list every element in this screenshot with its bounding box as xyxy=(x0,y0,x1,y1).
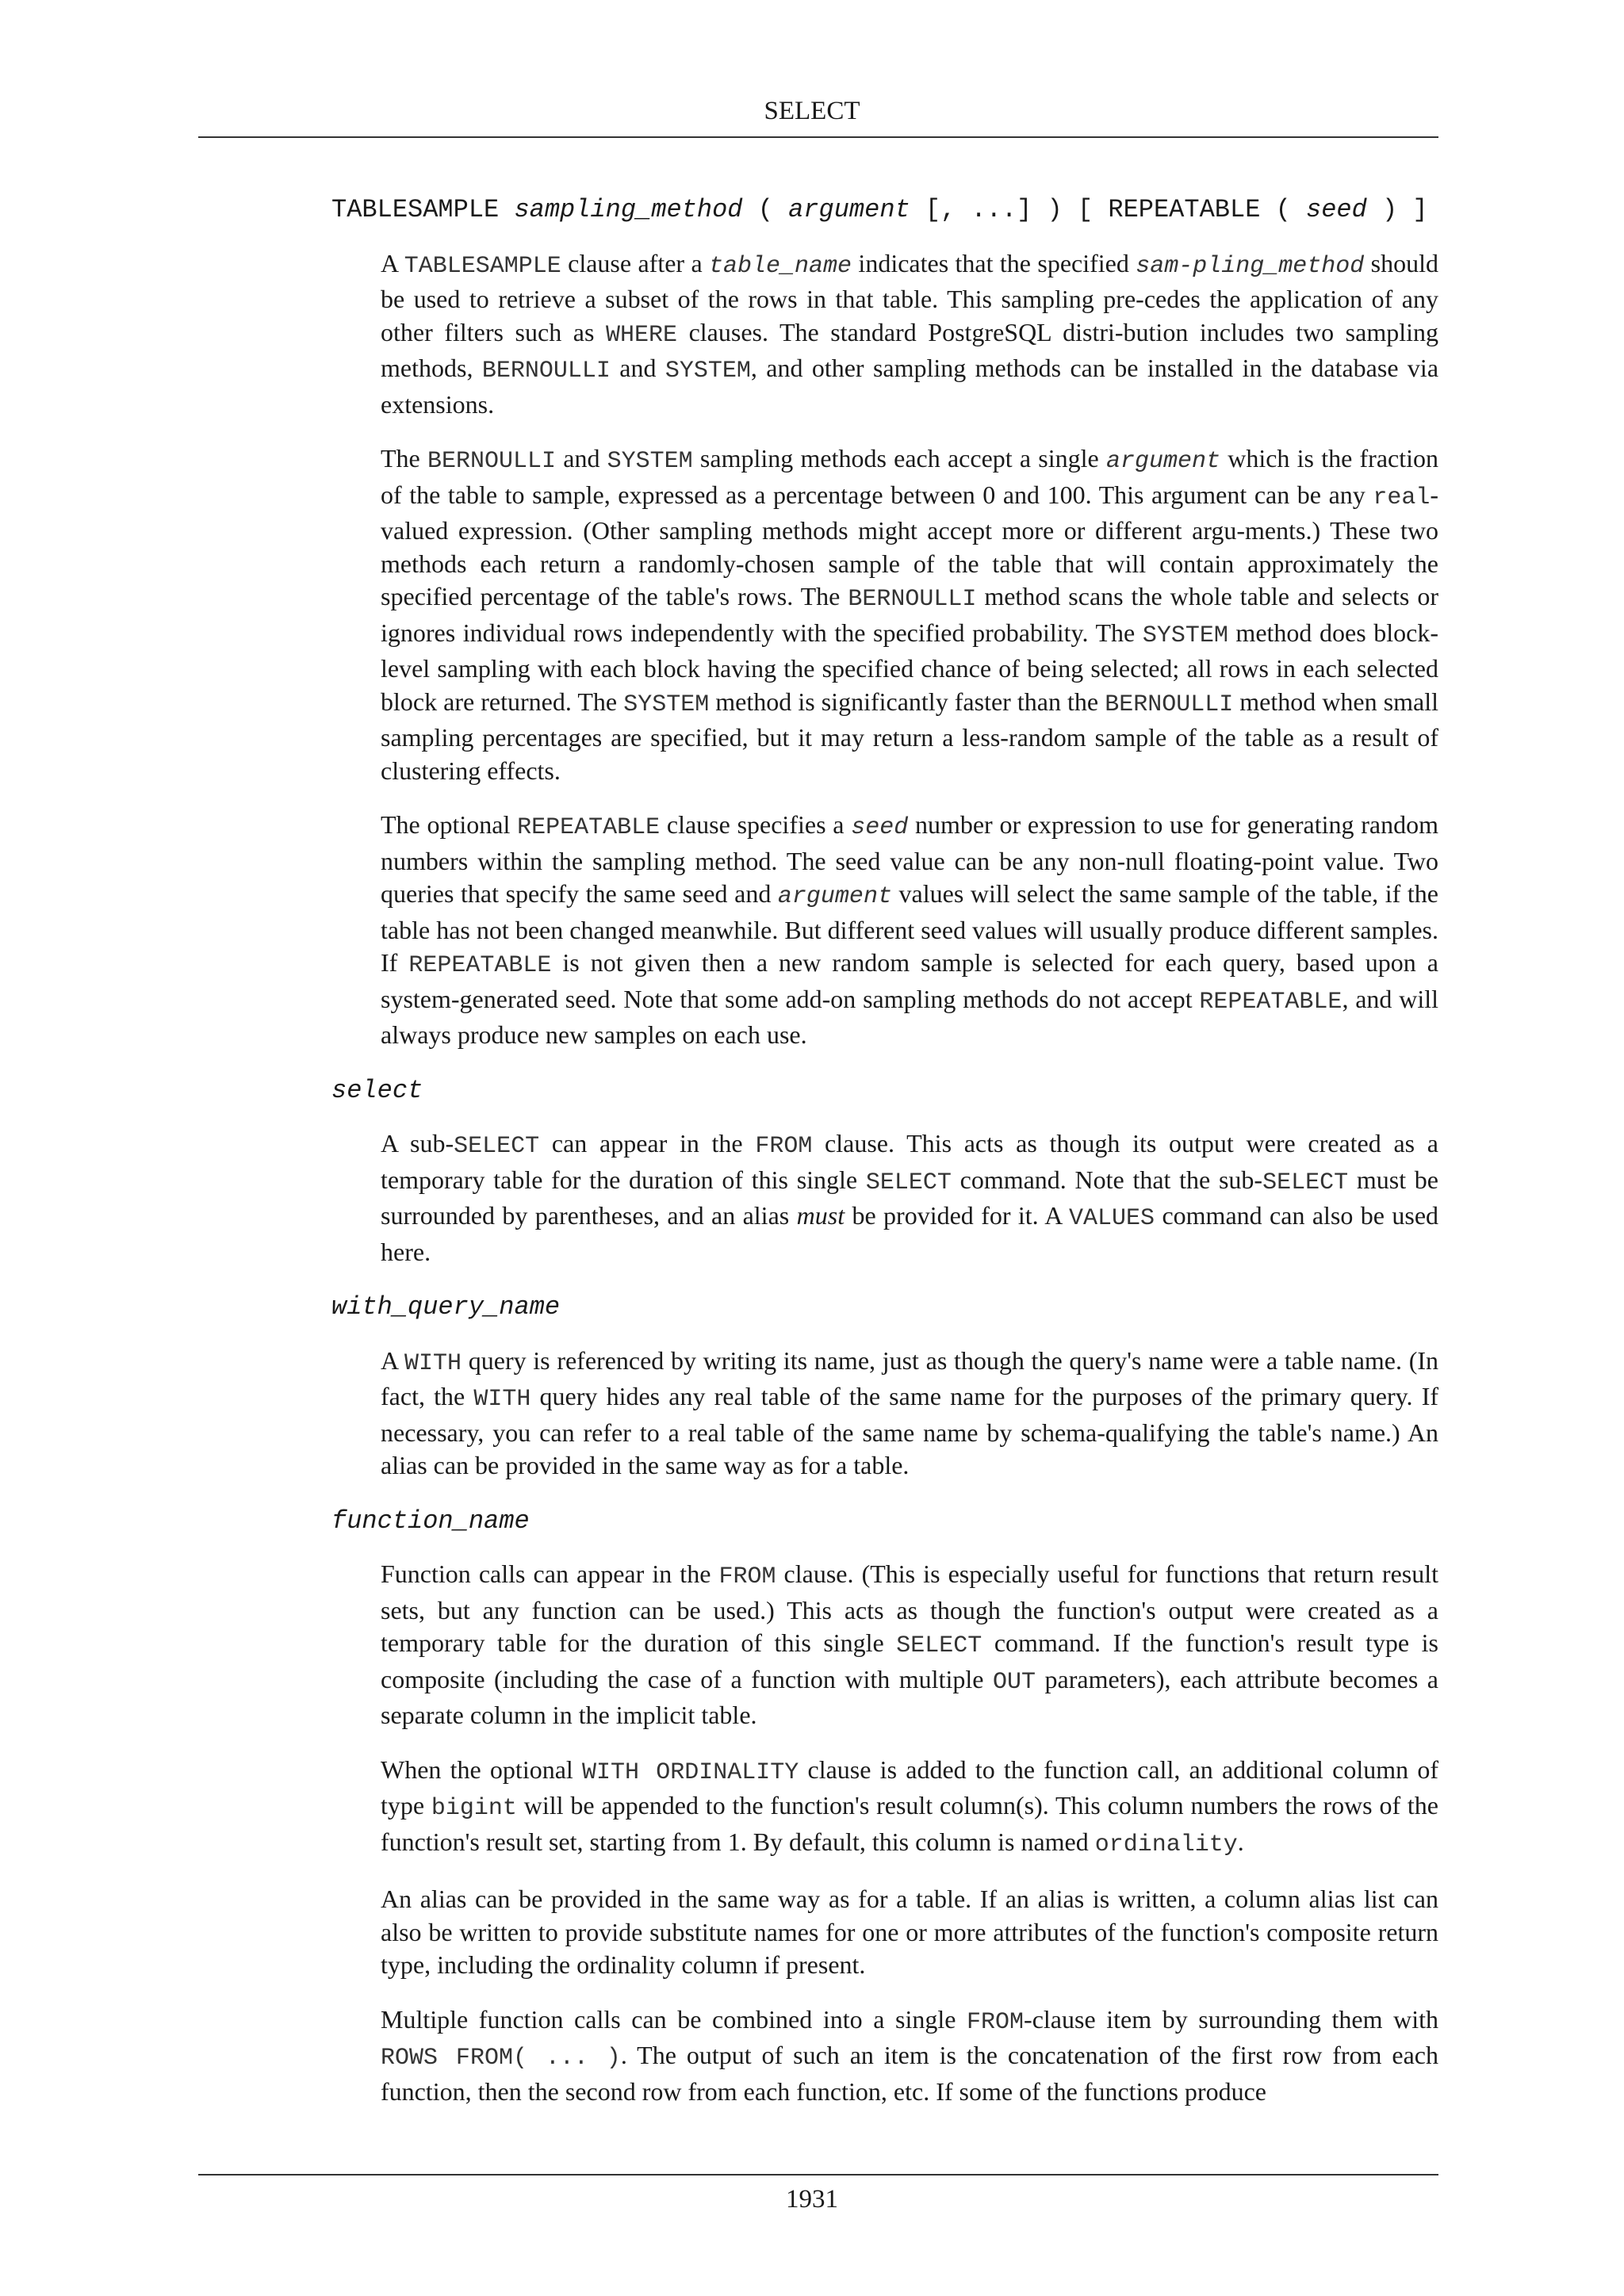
paragraph: The optional REPEATABLE clause specifies a seed number or expression to use for generating random numbers within the sampling method. The seed value can be any non-null floating-point value. Two queries that specify the same seed and argument values will select the same sample of the table, if the table has not been changed meanwhile. But different seed values will usually produce different samples. If REPEATABLE is not given then a new random sample is selected for each query, based upon a system-generated seed. Note that some add-on sampling methods do not accept REPEATABLE, and will always produce new samples on each use. xyxy=(381,810,1439,1049)
term-tablesample: TABLESAMPLE sampling_method ( argument [, ...] ) [ REPEATABLE ( seed ) ] xyxy=(331,195,1428,224)
definition-function-name xyxy=(381,1558,1438,2108)
paragraph: When the optional WITH ORDINALITY clause is added to the function call, an additional column of type bigint will be appended to the function's result column(s). This column numbers the rows of the function's result set, starting from 1. By default, this column is named ordinality. xyxy=(381,1755,1439,1858)
definition-with-query-name xyxy=(381,1345,1438,1483)
header-rule xyxy=(198,136,1438,138)
paragraph: A sub-SELECT can appear in the FROM clause. This acts as though its output were created as a temporary table for the duration of this single SELECT command. Note that the sub-SELECT must be surrounded by parentheses, and an alias must be provided for it. A VALUES command can also be used here. xyxy=(381,1129,1439,1266)
footer-rule xyxy=(198,2174,1438,2175)
paragraph: Multiple function calls can be combined into a single FROM-clause item by surrounding them with ROWS FROM( ... ). The output of such an item is the concatenation of the first row from each function, then the second row from each function, etc. If some of the functions produce xyxy=(381,2004,1439,2106)
paragraph: Function calls can appear in the FROM clause. (This is especially useful for functions that return result sets, but any function can be used.) This acts as though the function's output were created as a temporary table for the duration of this single SELECT command. If the function's result type is composite (including the case of a function with multiple OUT parameters), each attribute becomes a separate column in the implicit table. xyxy=(381,1559,1439,1729)
definition-tablesample xyxy=(381,247,1438,1052)
paragraph: An alias can be provided in the same way as for a table. If an alias is written, a column alias list can also be written to provide substitute names for one or more attributes of the function's composite return type, including the ordinality column if present. xyxy=(381,1885,1438,1979)
term-select: select xyxy=(331,1075,423,1105)
paragraph: A WITH query is referenced by writing its name, just as though the query's name were a table name. (In fact, the WITH query hides any real table of the same name for the purposes of the primary query. If necessary, you can refer to a real table of the same name by schema-qualifying the table's name.) An alias can be provided in the same way as for a table. xyxy=(381,1345,1439,1479)
paragraph: A TABLESAMPLE clause after a table_name indicates that the specified sam-pling_method should be used to retrieve a subset of the rows in that table. This sampling pre-cedes the application of any other filters such as WHERE clauses. The standard PostgreSQL distri-bution includes two sampling methods, BERNOULLI and SYSTEM, and other sampling methods can be installed in the database via extensions. xyxy=(381,248,1439,419)
paragraph: The BERNOULLI and SYSTEM sampling methods each accept a single argument which is the fraction of the table to sample, expressed as a percentage between 0 and 100. This argument can be any real-valued expression. (Other sampling methods might accept more or different argu-ments.) These two methods each return a randomly-chosen sample of the table that will contain approximately the specified percentage of the table's rows. The BERNOULLI method scans the whole table and selects or ignores individual rows independently with the specified probability. The SYSTEM method does block-level sampling with each block having the specified chance of being selected; all rows in each selected block are returned. The SYSTEM method is significantly faster than the BERNOULLI method when small sampling percentages are specified, but it may return a less-random sample of the table as a result of clustering effects. xyxy=(381,444,1439,785)
term-function-name: function_name xyxy=(331,1506,530,1536)
page-header-title: SELECT xyxy=(764,97,860,125)
page-content xyxy=(331,193,1438,2130)
page-number: 1931 xyxy=(786,2185,838,2214)
definition-select xyxy=(381,1127,1438,1269)
term-with-query-name: with_query_name xyxy=(331,1292,561,1322)
